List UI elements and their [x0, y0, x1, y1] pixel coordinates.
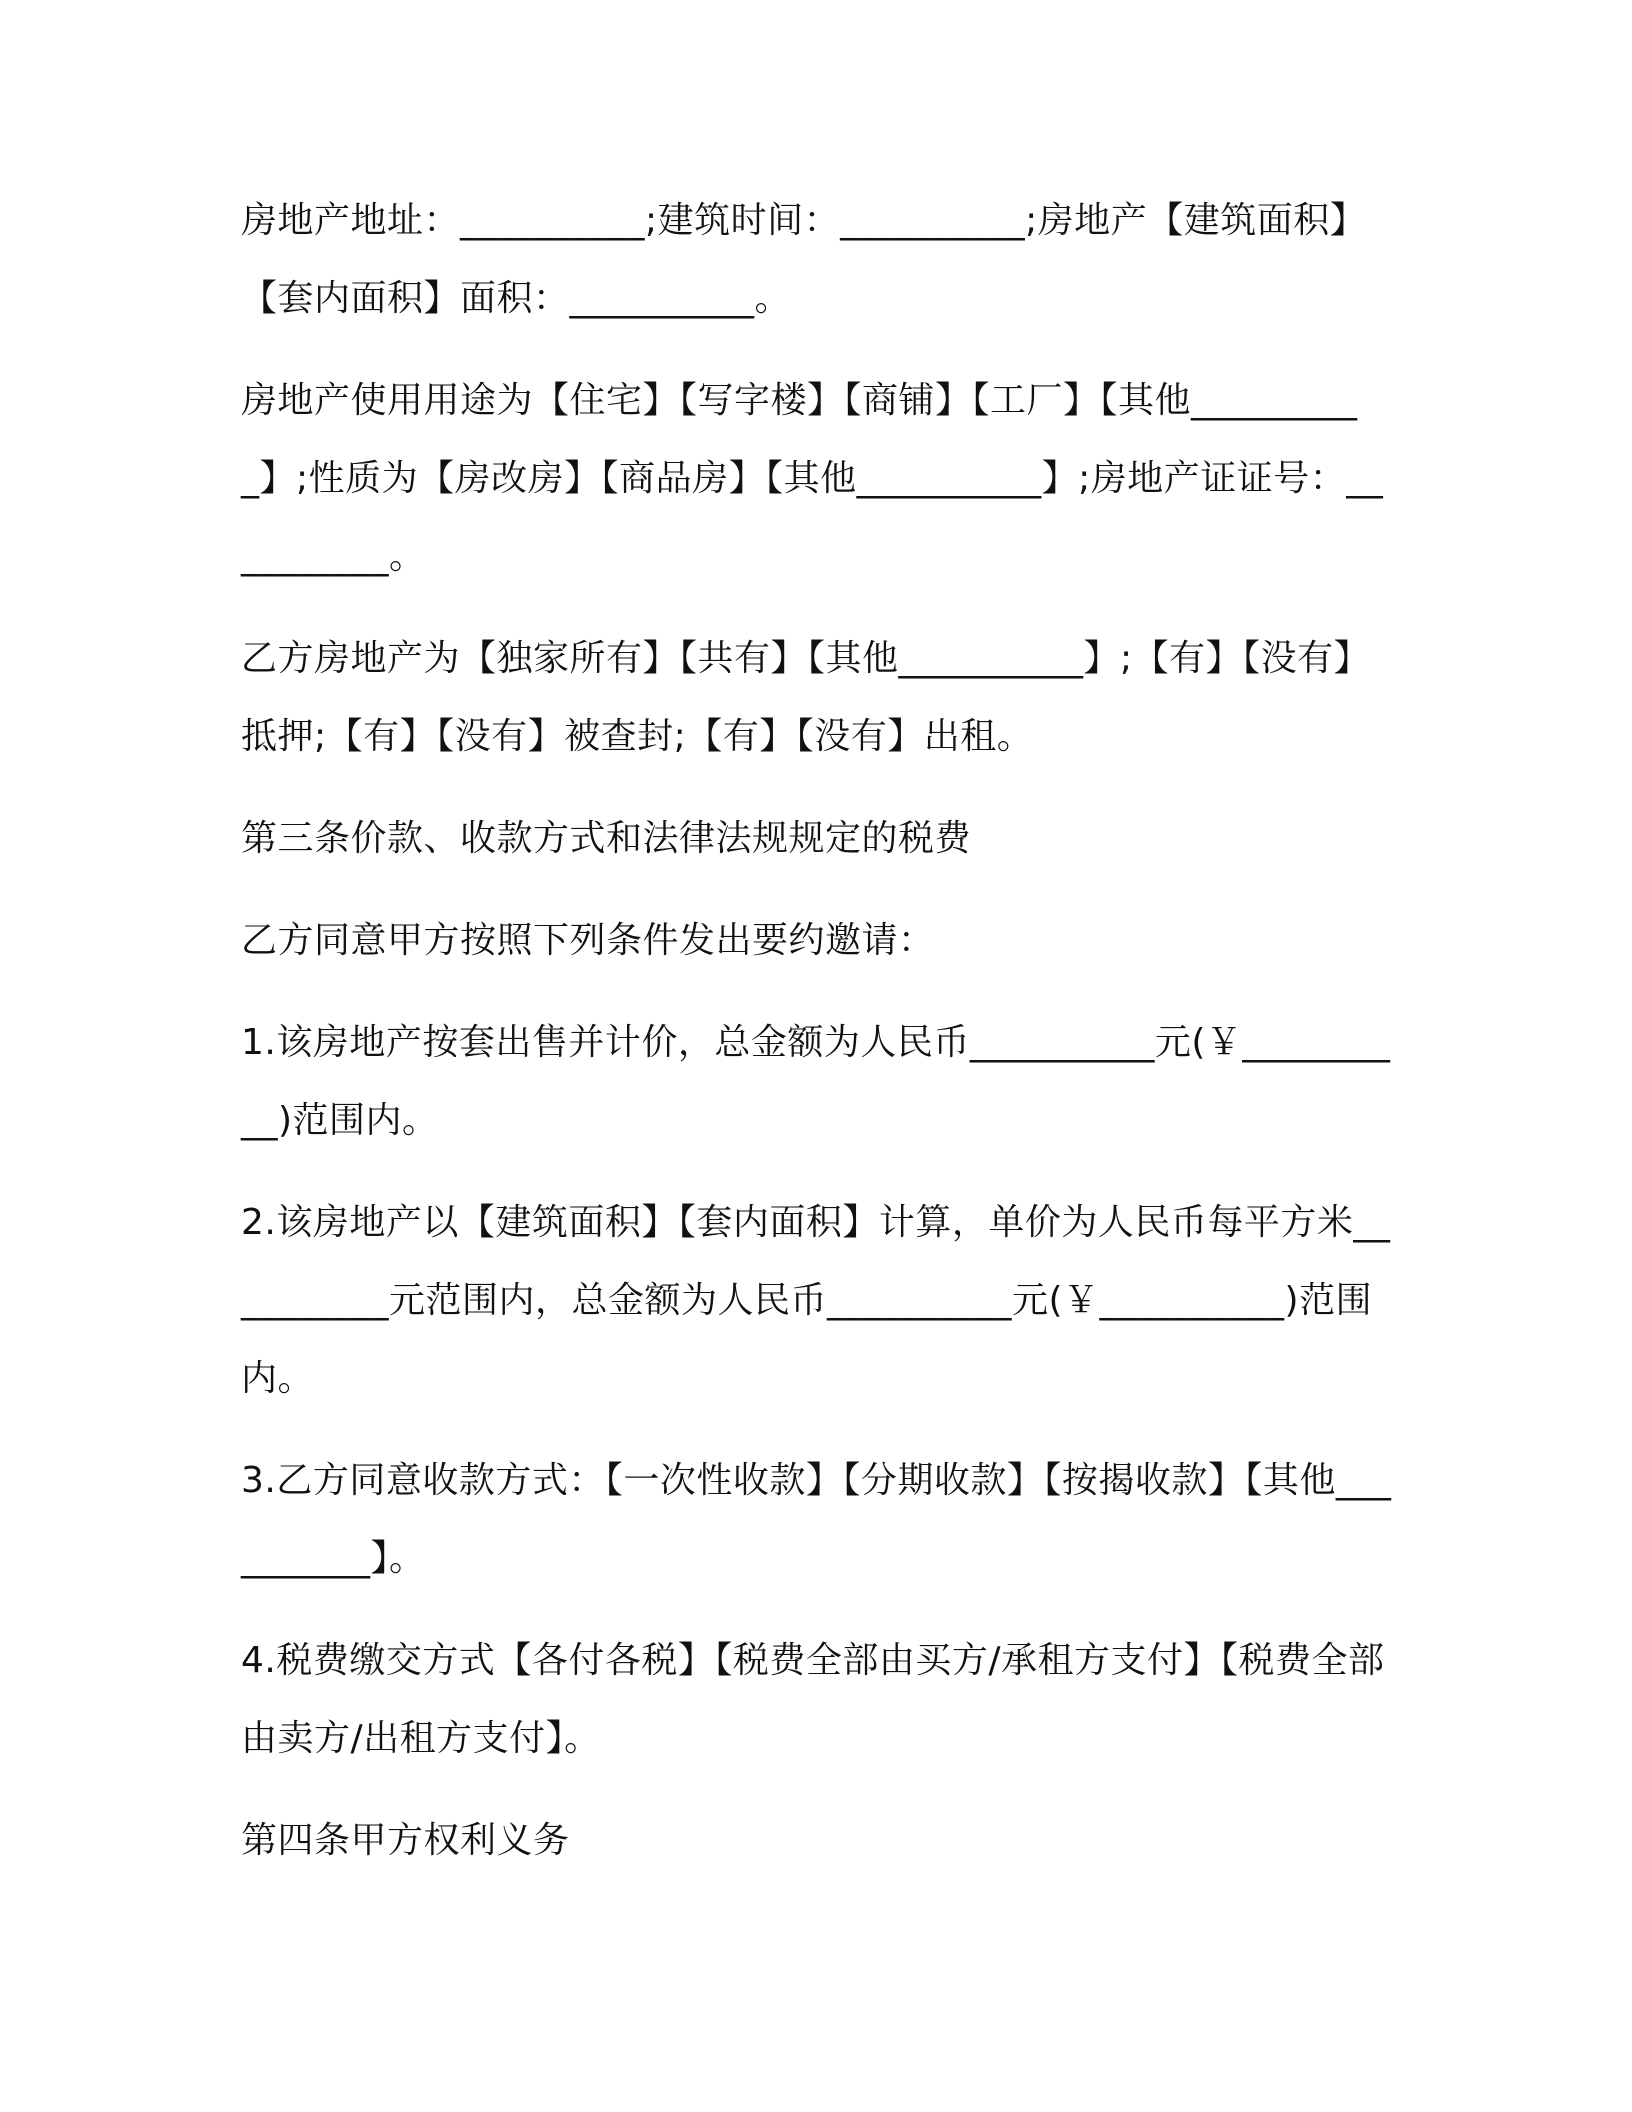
clause-1-paragraph: 1.该房地产按套出售并计价，总金额为人民币__________元(￥__________)范围内。 [241, 1022, 1391, 1141]
article-three-heading: 第三条价款、收款方式和法律法规规定的税费 [241, 818, 972, 859]
document-page [241, 182, 1401, 1904]
offer-invitation-paragraph: 乙方同意甲方按照下列条件发出要约邀请： [241, 920, 935, 961]
clause-4-paragraph: 4.税费缴交方式【各付各税】【税费全部由买方/承租方支付】【税费全部由卖方/出租方支付】。 [241, 1640, 1385, 1759]
property-usage-paragraph: 房地产使用用途为【住宅】【写字楼】【商铺】【工厂】【其他__________】;性质为【房改房】【商品房】【其他__________】;房地产证证号：__________。 [241, 380, 1384, 577]
clause-3-paragraph: 3.乙方同意收款方式：【一次性收款】【分期收款】【按揭收款】【其他__________】。 [241, 1460, 1392, 1579]
article-four-heading: 第四条甲方权利义务 [241, 1820, 570, 1861]
ownership-paragraph: 乙方房地产为【独家所有】【共有】【其他__________】;【有】【没有】抵押;【有】【没有】被查封;【有】【没有】出租。 [241, 638, 1371, 757]
clause-2-paragraph: 2.该房地产以【建筑面积】【套内面积】计算，单价为人民币每平方米__________元范围内，总金额为人民币__________元(￥__________)范围内。 [241, 1202, 1391, 1399]
property-address-paragraph: 房地产地址：__________;建筑时间：__________;房地产【建筑面积】【套内面积】面积：__________。 [241, 200, 1367, 319]
